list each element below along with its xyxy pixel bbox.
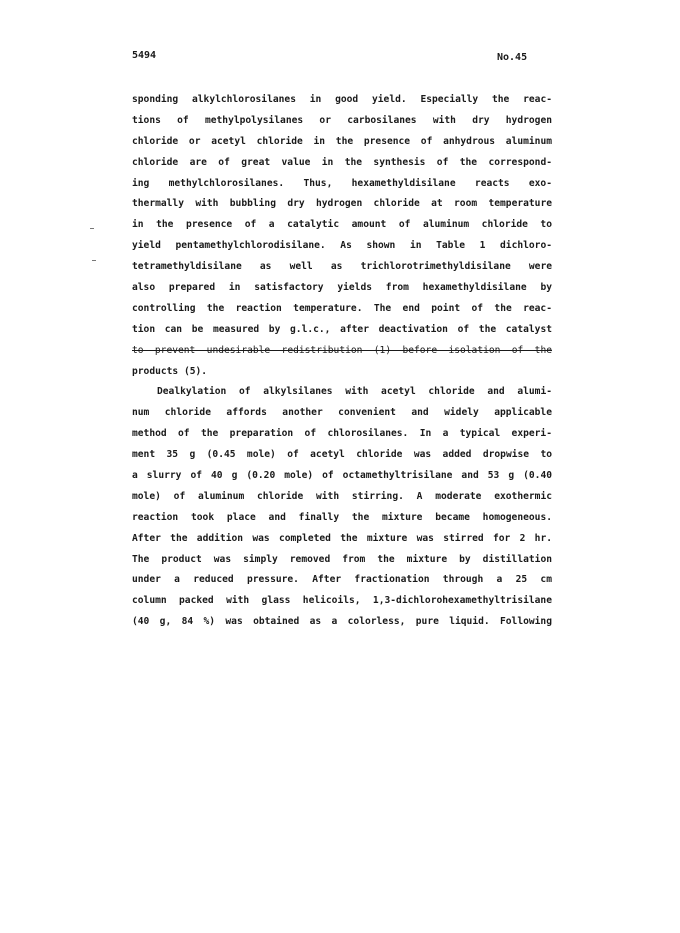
- text-line: The product was simply removed from the mixture by distillation: [132, 553, 552, 565]
- text-line: products (5).: [132, 365, 208, 377]
- text-line: mole) of aluminum chloride with stirring. A moderate exothermic: [132, 490, 552, 502]
- text-line: reaction took place and finally the mixture became homogeneous.: [132, 511, 552, 523]
- text-line: chloride or acetyl chloride in the presence of anhydrous aluminum: [132, 135, 552, 147]
- text-line: also prepared in satisfactory yields from hexamethyldisilane by: [132, 282, 552, 294]
- text-line: ing methylchlorosilanes. Thus, hexamethyldisilane reacts exo-: [132, 177, 552, 189]
- text-line: num chloride affords another convenient and widely applicable: [132, 407, 552, 419]
- text-line: (40 g, 84 %) was obtained as a colorless, pure liquid. Following: [132, 616, 552, 628]
- text-line: column packed with glass helicoils, 1,3-dichlorohexamethyltrisilane: [132, 595, 552, 607]
- text-line: under a reduced pressure. After fractionation through a 25 cm: [132, 574, 552, 586]
- margin-mark: [92, 260, 96, 261]
- text-line: a slurry of 40 g (0.20 mole) of octamethyltrisilane and 53 g (0.40: [132, 470, 552, 482]
- text-line: method of the preparation of chlorosilanes. In a typical experi-: [132, 428, 552, 440]
- margin-mark: [90, 228, 94, 229]
- journal-issue-number: No.45: [497, 52, 528, 63]
- text-line: to prevent undesirable redistribution (1) before isolation of the: [132, 344, 552, 356]
- text-line: After the addition was completed the mixture was stirred for 2 hr.: [132, 532, 552, 544]
- text-line: controlling the reaction temperature. The end point of the reac-: [132, 302, 552, 314]
- text-line: yield pentamethylchlorodisilane. As shown in Table 1 dichloro-: [132, 240, 552, 252]
- text-line: ment 35 g (0.45 mole) of acetyl chloride was added dropwise to: [132, 449, 552, 461]
- page-number: 5494: [132, 50, 157, 61]
- text-line: tion can be measured by g.l.c., after deactivation of the catalyst: [132, 323, 552, 335]
- text-line: thermally with bubbling dry hydrogen chloride at room temperature: [132, 198, 552, 210]
- text-line: sponding alkylchlorosilanes in good yield. Especially the reac-: [132, 94, 552, 105]
- text-line: Dealkylation of alkylsilanes with acetyl chloride and alumi-: [157, 386, 552, 398]
- text-line: tetramethyldisilane as well as trichlorotrimethyldisilane were: [132, 261, 552, 273]
- text-line: chloride are of great value in the synthesis of the correspond-: [132, 156, 552, 168]
- body-text: [132, 90, 552, 633]
- text-line: in the presence of a catalytic amount of aluminum chloride to: [132, 219, 552, 231]
- text-line: tions of methylpolysilanes or carbosilanes with dry hydrogen: [132, 114, 552, 126]
